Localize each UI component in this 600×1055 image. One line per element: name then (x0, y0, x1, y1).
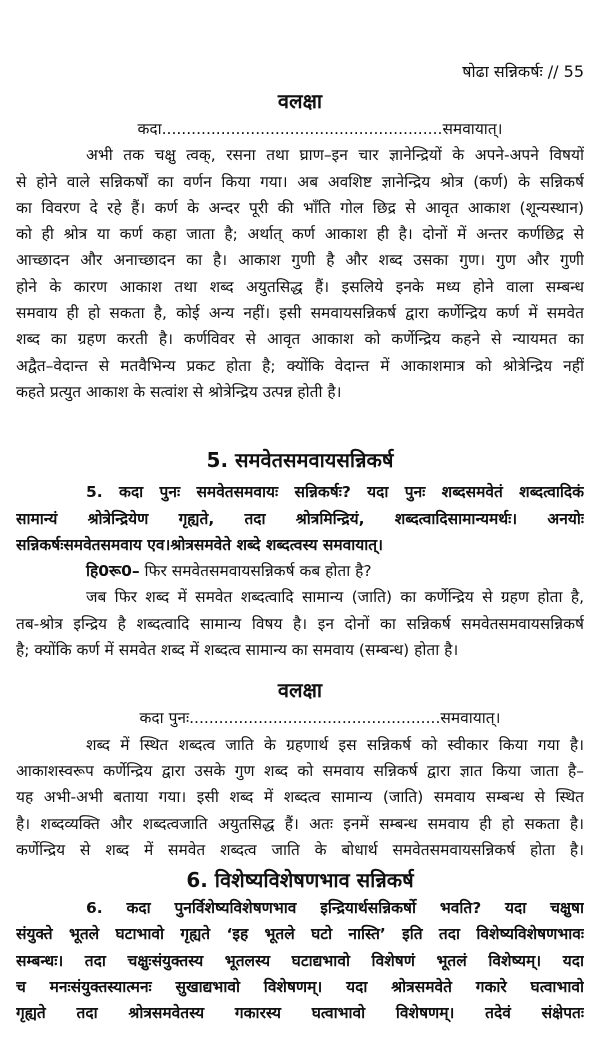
sanskrit-line: 6. कदा पुनर्विशेष्यविशेषणभाव इन्द्रियार्थसन्निकर्षो भवति? यदा चक्षुषा (86, 899, 584, 918)
section-heading-5: 5. समवेतसमवायसन्निकर्ष (206, 448, 394, 473)
sanskrit-line: सन्निकर्षःसमवेतसमवाय एव।श्रोत्रसमवेते शब्दे शब्दत्वस्य समवायात्। (16, 535, 383, 554)
section-heading-valaksha: वलक्षा (277, 678, 323, 703)
hindi-question: फिर समवेतसमवायसन्निकर्ष कब होता है? (139, 562, 372, 581)
paragraph-line: है; क्योंकि कर्ण में समवेत शब्द में शब्दत्व सामान्य का समवाय (सम्बन्ध) होता है। (16, 641, 459, 660)
paragraph-line: शब्द का ग्रहण करती है। कर्णविवर से आवृत आकाश को कर्णेन्द्रिय कहने से न्यायमत का (16, 330, 584, 349)
paragraph-line: कर्णेन्द्रिय से शब्द में समवेत शब्दत्व जाति के बोधार्थ समवेतसमवायसन्निकर्ष होता है। (16, 840, 584, 859)
sanskrit-line: संयुक्ते भूतले घटाभावो गृह्यते ‘इह भूतले घटो नास्ति’ इति तदा विशेष्यविशेषणभावः (16, 925, 584, 944)
book-page (16, 58, 584, 1027)
paragraph-line: आच्छादन और अनाच्छादन का है। आकाश गुणी है और शब्द उसका गुण। गुण और गुणी (16, 251, 584, 270)
paragraph-line: तब-श्रोत्र इन्द्रिय है शब्दत्वादि सामान्य विषय है। इन दोनों का सन्निकर्ष समवेतसमवायसन्निकर्ष (16, 614, 584, 633)
hindi-translation-line (16, 558, 584, 584)
paragraph-line: कहते प्रत्युत आकाश के सत्वांश से श्रोत्रेन्द्रिय उत्पन्न होती है। (16, 382, 342, 401)
paragraph-line: होने के कारण आकाश तथा शब्द अयुतसिद्ध हैं। इसलिये इनके मध्य होने वाला सम्बन्ध (16, 277, 584, 296)
paragraph-line: है। शब्दव्यक्ति और शब्दत्वजाति अयुतसिद्ध हैं। अतः इनमें सम्बन्ध समवाय ही हो सकता है। (16, 814, 584, 833)
hindi-translation-label: हि0रू0– (86, 562, 140, 581)
paragraph-line: अद्वैत–वेदान्त से मतवैभिन्य प्रकट होता है; क्योंकि वेदान्त में आकाशमात्र को श्रोत्रेन्द्रिय नहीं (16, 356, 584, 375)
paragraph-line: से होने वाले सन्निकर्षों का वर्णन किया गया। अब अवशिष्ट ज्ञानेन्द्रिय श्रोत्र (कर्ण) के सन्निकर्ष (16, 172, 584, 191)
sanskrit-line: सामान्यं श्रोत्रेन्द्रियेण गृह्यते, तदा श्रोत्रमिन्द्रियं, शब्दत्वादिसामान्यमर्थः। अनयोः (16, 509, 584, 528)
paragraph-line: समवाय ही हो सकता है, कोई अन्य नहीं। इसी समवायसन्निकर्ष द्वारा कर्णेन्द्रिय कर्ण में समवेत (16, 304, 584, 323)
valaksha-lead: कदा.........................................................समवायात्। (137, 120, 503, 138)
section-heading-6: 6. विशेष्यविशेषणभाव सन्निकर्ष (186, 868, 414, 893)
paragraph-line: का विवरण दे रहे हैं। कर्ण के अन्दर पूरी की भाँति गोल छिद्र से आवृत आकाश (शून्यस्थान) (16, 198, 584, 217)
section-heading-valaksha: वलक्षा (277, 89, 323, 113)
sanskrit-line: गृह्यते तदा श्रोत्रसमवेतस्य गकारस्य घत्वाभावो विशेषणम्। तदेवं संक्षेपतः (16, 1004, 584, 1023)
paragraph-line: यह अभी-अभी बताया गया। इसी शब्द में शब्दत्व सामान्य (जाति) समवाय सम्बन्ध से स्थित (16, 788, 584, 807)
paragraph-line: जब फिर शब्द में समवेत शब्दत्वादि सामान्य (जाति) का कर्णेन्द्रिय से ग्रहण होता है, (86, 588, 584, 607)
paragraph-line: को ही श्रोत्र या कर्ण कहा जाता है; अर्थात् कर्ण आकाश ही है। दोनों में अन्तर कर्णछिद्र से (16, 225, 584, 244)
sanskrit-line: 5. कदा पुनः समवेतसमवायः सन्निकर्षः? यदा पुनः शब्दसमवेतं शब्दत्वादिकं (86, 483, 584, 502)
paragraph-line: अभी तक चक्षु त्वक्, रसना तथा घ्राण–इन चार ज्ञानेन्द्रियों के अपने-अपने विषयों (86, 146, 584, 165)
sanskrit-line: सम्बन्धः। तदा चक्षुःसंयुक्तस्य भूतलस्य घटाद्यभावो विशेषणं भूतलं विशेष्यम्। यदा (16, 951, 584, 970)
running-head: षोढा सन्निकर्षः // 55 (462, 62, 584, 81)
valaksha-lead: कदा पुनः...................................................समवायात्। (139, 709, 501, 728)
paragraph-line: आकाशस्वरूप कर्णेन्द्रिय द्वारा उसके गुण शब्द को समवाय सन्निकर्ष द्वारा ज्ञात किया जाता है– (16, 761, 584, 780)
sanskrit-line: च मनःसंयुक्तस्यात्मनः सुखाद्यभावो विशेषणम्। यदा श्रोत्रसमवेते गकारे घत्वाभावो (16, 978, 584, 997)
paragraph-line: शब्द में स्थित शब्दत्व जाति के ग्रहणार्थ इस सन्निकर्ष को स्वीकार किया गया है। (86, 735, 584, 754)
